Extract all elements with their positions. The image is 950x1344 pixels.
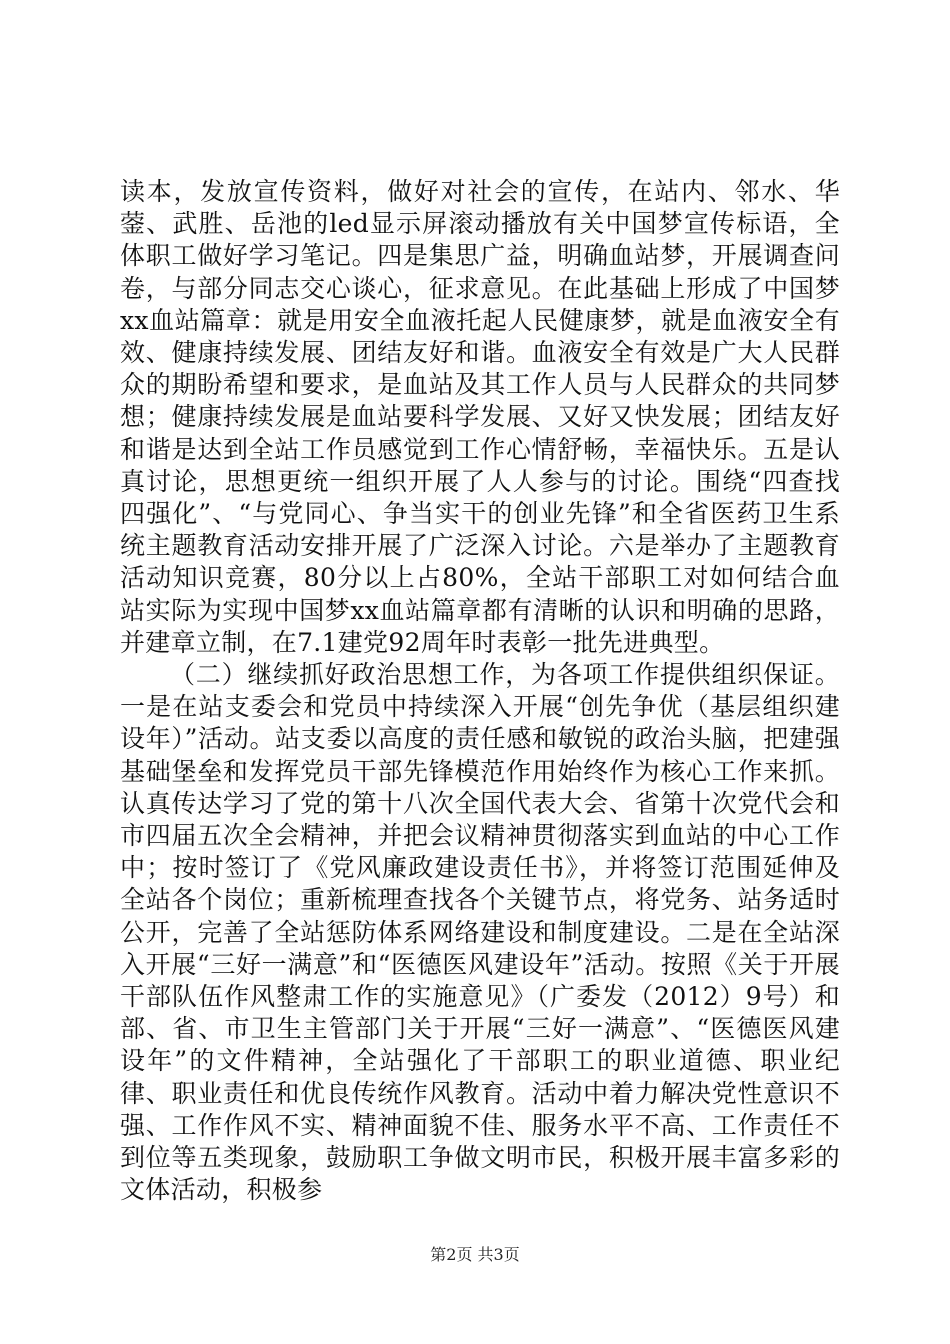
paragraph-section-two: （二）继续抓好政治思想工作，为各项工作提供组织保证。一是在站支委会和党员中持续深入开展“创先争优（基层组织建设年）”活动。站支委以高度的责任感和敏锐的政治头脑，把建强基础堡垒和发挥党员干部先锋模范作用始终作为核心工作来抓。认真传达学习了党的第十八次全国代表大会、省第十次党代会和市四届五次全会精神，并把会议精神贯彻落实到血站的中心工作中；按时签订了《党风廉政建设责任书》，并将签订范围延伸及全站各个岗位；重新梳理查找各个关键节点，将党务、站务适时公开，完善了全站惩防体系网络建设和制度建设。二是在全站深入开展“三好一满意”和“医德医风建设年”活动。按照《关于开展干部队伍作风整肃工作的实施意见》（广委发（2012）9号）和部、省、市卫生主管部门关于开展“三好一满意”、“医德医风建设年”的文件精神，全站强化了干部职工的职业道德、职业纪律、职业责任和优良传统作风教育。活动中着力解决党性意识不强、工作作风不实、精神面貌不佳、服务水平不高、工作责任不到位等五类现象，鼓励职工争做文明市民，积极开展丰富多彩的文体活动，积极参 [120,660,840,1205]
page-footer [0,1245,950,1265]
paragraph-continued: 读本，发放宣传资料，做好对社会的宣传，在站内、邻水、华蓥、武胜、岳池的led显示屏滚动播放有关中国梦宣传标语，全体职工做好学习笔记。四是集思广益，明确血站梦，开展调查问卷，与部分同志交心谈心，征求意见。在此基础上形成了中国梦xx血站篇章：就是用安全血液托起人民健康梦，就是血液安全有效、健康持续发展、团结友好和谐。血液安全有效是广大人民群众的期盼希望和要求，是血站及其工作人员与人民群众的共同梦想；健康持续发展是血站要科学发展、又好又快发展；团结友好和谐是达到全站工作员感觉到工作心情舒畅，幸福快乐。五是认真讨论，思想更统一组织开展了人人参与的讨论。围绕“四查找四强化”、“与党同心、争当实干的创业先锋”和全省医药卫生系统主题教育活动安排开展了广泛深入讨论。六是举办了主题教育活动知识竞赛，80分以上占80%，全站干部职工对如何结合血站实际为实现中国梦xx血站篇章都有清晰的认识和明确的思路，并建章立制，在7.1建党92周年时表彰一批先进典型。 [120,177,840,657]
page-number-label: 第2页 共3页 [430,1245,520,1264]
document-body [120,176,840,1207]
